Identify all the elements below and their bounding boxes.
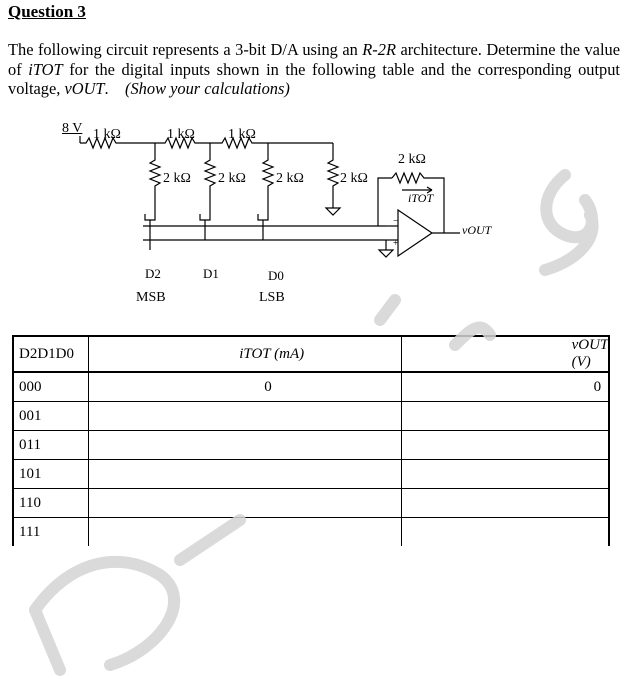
row-input: 011: [13, 431, 89, 460]
shunt-resistor-4-label: 2 kΩ: [340, 171, 368, 186]
row-vout: [401, 489, 609, 518]
table-row: [13, 431, 609, 460]
row-input: 001: [13, 402, 89, 431]
output-voltage-label: vOUT: [462, 223, 492, 237]
shunt-resistor-3-label: 2 kΩ: [276, 171, 304, 186]
row-vout: 0: [401, 372, 609, 402]
row-itot: [89, 518, 401, 547]
shunt-resistor-1-symbol: [150, 143, 160, 206]
header-vout: vOUT (V): [401, 336, 609, 372]
question-text-part4: .: [104, 79, 109, 98]
dac-results-table: [12, 335, 610, 546]
shunt-resistor-4-symbol: [328, 143, 338, 203]
table-row: [13, 372, 609, 402]
row-vout: [401, 431, 609, 460]
vout-variable: vOUT: [64, 79, 105, 98]
shunt-resistor-3-symbol: [263, 143, 273, 206]
op-amp-symbol: [398, 210, 432, 256]
ground-2-symbol: [379, 250, 393, 257]
question-heading: Question 3: [8, 2, 86, 21]
row-input: 101: [13, 460, 89, 489]
row-itot: [89, 489, 401, 518]
noninverting-sign: +: [393, 238, 399, 249]
feedback-resistor-label: 2 kΩ: [398, 152, 426, 167]
msb-label: MSB: [136, 290, 166, 305]
question-text: [8, 40, 620, 99]
switch-d2-label: D2: [145, 266, 161, 281]
shunt-resistor-2-label: 2 kΩ: [218, 171, 246, 186]
switch-d0-label: D0: [268, 268, 284, 283]
itot-variable: iTOT: [28, 59, 63, 79]
row-itot: 0: [89, 372, 401, 402]
inverting-sign: −: [393, 216, 399, 227]
ground-1-symbol: [326, 203, 340, 215]
shunt-resistor-2-symbol: [205, 143, 215, 206]
row-input: 111: [13, 518, 89, 547]
row-vout: [401, 460, 609, 489]
series-resistor-3-label: 1 kΩ: [228, 127, 256, 142]
table-row: [13, 460, 609, 489]
architecture-name: R-2R: [362, 40, 396, 59]
question-text-part1: The following circuit represents a 3-bit D/A using an: [8, 40, 358, 59]
row-itot: [89, 402, 401, 431]
series-resistor-2-label: 1 kΩ: [167, 127, 195, 142]
row-vout: [401, 518, 609, 547]
question-text-part2: architecture. Determine the value of: [8, 40, 620, 79]
r2r-dac-circuit: [0, 118, 623, 318]
series-resistor-1-label: 1 kΩ: [93, 127, 121, 142]
instruction: (Show your calculations): [125, 79, 290, 98]
current-label: iTOT: [408, 191, 434, 205]
table-row: [13, 489, 609, 518]
row-input: 000: [13, 372, 89, 402]
lsb-label: LSB: [259, 290, 285, 305]
row-itot: [89, 460, 401, 489]
table-header-row: [13, 336, 609, 372]
row-vout: [401, 402, 609, 431]
question-text-part3: for the digital inputs shown in the following table and the corresponding output voltage,: [8, 59, 620, 98]
header-itot: iTOT (mA): [89, 336, 401, 372]
row-itot: [89, 431, 401, 460]
source-voltage-label: 8 V: [62, 121, 83, 136]
switch-d1-label: D1: [203, 266, 219, 281]
table-row: [13, 402, 609, 431]
row-input: 110: [13, 489, 89, 518]
header-inputs: D2D1D0: [13, 336, 89, 372]
shunt-resistor-1-label: 2 kΩ: [163, 171, 191, 186]
table-row: [13, 518, 609, 547]
